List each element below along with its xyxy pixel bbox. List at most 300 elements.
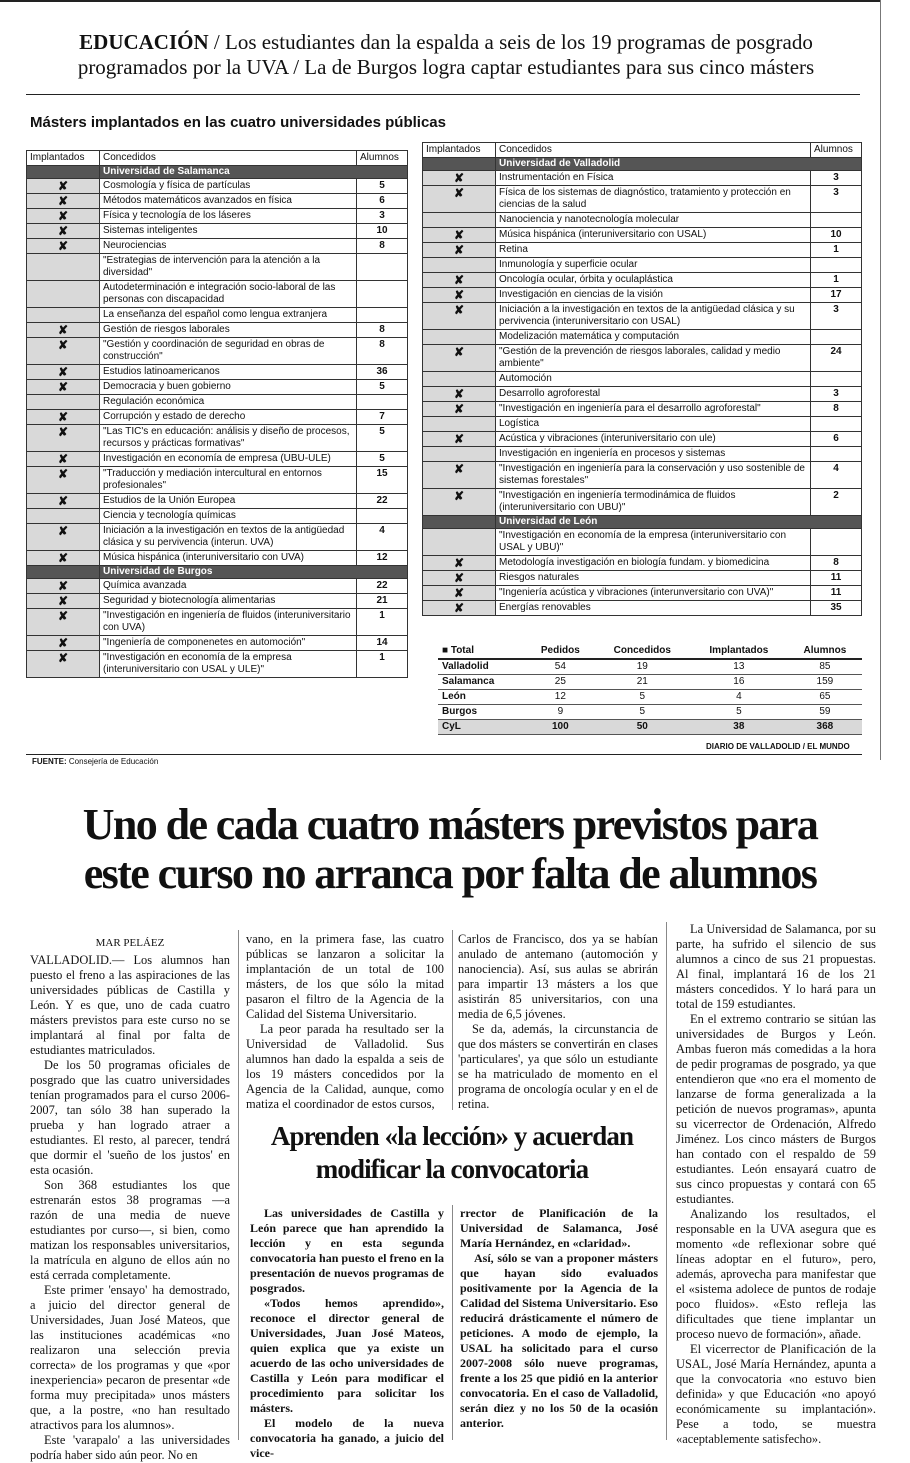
- master-name: Nanociencia y nanotecnología molecular: [496, 213, 811, 228]
- totals-title: [438, 644, 526, 659]
- implanted-mark: ✘: [27, 494, 100, 509]
- implanted-mark: ✘: [423, 556, 496, 571]
- totals-title-text: Total: [450, 645, 474, 656]
- master-row: [423, 345, 862, 372]
- implanted-mark: ✘: [27, 179, 100, 194]
- student-count: 10: [357, 224, 408, 239]
- student-count: 3: [357, 209, 408, 224]
- student-count: [811, 330, 862, 345]
- paragraph: En el extremo contrario se sitúan las universidades de Burgos y León. Ambas fueron más comedidas a la hora de pedir programas de posgrado, ya que entendieron que «no era el momento de lanzarse de forma generalizada a la petición de nuevos programas», apunta su vicerrector de Ordenación, Alfredo Jiménez. Los cinco másters de Burgos han contado con el respaldo de 59 estudiantes. León ensayará cuatro de sus cinco propuestas y contará con 65 estudiantes.: [676, 1012, 876, 1206]
- student-count: 15: [357, 467, 408, 494]
- master-name: Democracia y buen gobierno: [100, 380, 357, 395]
- master-name: Neurociencias: [100, 239, 357, 254]
- master-name: "Gestión y coordinación de seguridad en obras de construcción": [100, 338, 357, 365]
- master-name: Música hispánica (interuniversitario con USAL): [496, 228, 811, 243]
- master-row: [27, 323, 408, 338]
- student-count: [811, 447, 862, 462]
- master-name: Modelización matemática y computación: [496, 330, 811, 345]
- section-spacer: [423, 516, 496, 529]
- master-name: Química avanzada: [100, 579, 357, 594]
- master-row: [423, 417, 862, 432]
- student-count: 10: [811, 228, 862, 243]
- master-row: [423, 330, 862, 345]
- master-row: [423, 288, 862, 303]
- master-name: Regulación económica: [100, 395, 357, 410]
- master-row: [423, 462, 862, 489]
- totals-value: 368: [788, 720, 862, 735]
- implanted-mark: ✘: [423, 601, 496, 616]
- sidebar-headline-line-2: modificar la convocatoria: [315, 1154, 589, 1184]
- master-row: [423, 186, 862, 213]
- totals-row-label: León: [438, 690, 526, 705]
- totals-row-label: Valladolid: [438, 659, 526, 675]
- student-count: 8: [811, 556, 862, 571]
- paragraph: Se da, además, la circunstancia de que dos másters se convertirán en clases 'particulares', ya que sólo un estudiante se ha matriculado de momento en el programa de oncología ocular y en el de retina.: [458, 1022, 658, 1111]
- student-count: 8: [357, 239, 408, 254]
- paragraph: VALLADOLID.— Los alumnos han puesto el freno a las aspiraciones de las universidades públicas de Castilla y León. Y es que, uno de cada cuatro másters previstos para este curso no se implantará al final por falta de estudiantes matriculados.: [30, 953, 230, 1057]
- master-name: "Investigación en economía de la empresa (interuniversitario con USAL y ULE)": [100, 651, 357, 678]
- master-row: [423, 372, 862, 387]
- student-count: 3: [811, 186, 862, 213]
- paragraph: Así, sólo se van a proponer másters que hayan sido evaluados positivamente por la Agencia de la Calidad del Sistema Universitario. Eso reducirá drásticamente el número de peticiones. A modo de ejemplo, la USAL ha solicitado para el curso 2007-2008 sólo nueve programas, frente a los 25 que pidió en la anterior convocatoria. En el caso de Valladolid, serán diez y no los 50 de la ocasión anterior.: [460, 1251, 658, 1430]
- implanted-mark: ✘: [27, 338, 100, 365]
- implanted-mark: [423, 372, 496, 387]
- implanted-mark: ✘: [423, 432, 496, 447]
- granted-header: Concedidos: [496, 143, 811, 158]
- master-row: [27, 494, 408, 509]
- byline: MAR PELÁEZ: [95, 937, 165, 949]
- implanted-mark: ✘: [27, 224, 100, 239]
- implanted-mark: ✘: [423, 571, 496, 586]
- implanted-mark: ✘: [423, 186, 496, 213]
- student-count: 1: [811, 273, 862, 288]
- totals-row: [438, 690, 862, 705]
- master-row: [423, 387, 862, 402]
- implanted-mark: ✘: [423, 228, 496, 243]
- student-count: 5: [357, 452, 408, 467]
- sidebar-headline-line-1: Aprenden «la lección» y acuerdan: [270, 1121, 634, 1151]
- totals-row-label: Burgos: [438, 705, 526, 720]
- master-name: Investigación en economía de empresa (UBU-ULE): [100, 452, 357, 467]
- totals-value: 50: [595, 720, 690, 735]
- student-count: 8: [811, 402, 862, 417]
- master-name: Métodos matemáticos avanzados en física: [100, 194, 357, 209]
- deck-line-1: [26, 30, 866, 55]
- master-name: "Estrategias de intervención para la atención a la diversidad": [100, 254, 357, 281]
- master-row: [27, 395, 408, 410]
- master-name: Desarrollo agroforestal: [496, 387, 811, 402]
- sidebar-column-left: [250, 1206, 444, 1461]
- totals-row-label: CyL: [438, 720, 526, 735]
- totals-value: 16: [690, 675, 788, 690]
- student-count: 6: [357, 194, 408, 209]
- university-name: Universidad de Salamanca: [100, 166, 408, 179]
- implanted-mark: ✘: [423, 462, 496, 489]
- student-count: 3: [811, 303, 862, 330]
- student-count: [811, 258, 862, 273]
- paragraph: De los 50 programas oficiales de posgrado que las cuatro universidades tenían programados para el curso 2006-2007, tan sólo 38 han superado la prueba y han logrado atraer a estudiantes. El resto, al parecer, tendrá que dormir el 'sueño de los justos' en esta ocasión.: [30, 1058, 230, 1177]
- implanted-mark: ✘: [423, 243, 496, 258]
- totals-value: 25: [526, 675, 595, 690]
- header-row: [27, 151, 408, 166]
- student-count: 8: [357, 338, 408, 365]
- university-name: Universidad de León: [496, 516, 862, 529]
- deck-section: EDUCACIÓN: [79, 30, 209, 54]
- totals-value: 5: [690, 705, 788, 720]
- university-section-row: [27, 166, 408, 179]
- implanted-mark: ✘: [27, 380, 100, 395]
- master-name: Acústica y vibraciones (interuniversitario con ule): [496, 432, 811, 447]
- master-name: Instrumentación en Física: [496, 171, 811, 186]
- totals-value: 13: [690, 659, 788, 675]
- totals-row: [438, 720, 862, 735]
- headline: [30, 800, 870, 898]
- university-section-row: [423, 158, 862, 171]
- implanted-mark: ✘: [27, 365, 100, 380]
- paragraph: rrector de Planificación de la Universidad de Salamanca, José María Hernández, en «claridad».: [460, 1206, 658, 1250]
- implanted-mark: ✘: [423, 273, 496, 288]
- implanted-mark: [423, 213, 496, 228]
- implanted-mark: ✘: [27, 636, 100, 651]
- master-row: [423, 529, 862, 556]
- master-name: Retina: [496, 243, 811, 258]
- student-count: 24: [811, 345, 862, 372]
- totals-row: [438, 675, 862, 690]
- implanted-mark: [27, 395, 100, 410]
- master-name: Estudios latinoamericanos: [100, 365, 357, 380]
- students-header: Alumnos: [357, 151, 408, 166]
- student-count: 22: [357, 494, 408, 509]
- totals-row-label: Salamanca: [438, 675, 526, 690]
- student-count: 8: [357, 323, 408, 338]
- master-name: Corrupción y estado de derecho: [100, 410, 357, 425]
- master-name: Iniciación a la investigación en textos de la antigüedad clásica y su pervivencia (interuniversitario con USAL): [496, 303, 811, 330]
- master-name: "Investigación en ingeniería termodinámica de fluidos (interuniversitario con UBU)": [496, 489, 811, 516]
- implanted-mark: [423, 330, 496, 345]
- student-count: [811, 529, 862, 556]
- student-count: 5: [357, 179, 408, 194]
- student-count: 1: [811, 243, 862, 258]
- implanted-mark: ✘: [27, 425, 100, 452]
- column-divider-3: [666, 922, 667, 1440]
- master-row: [423, 228, 862, 243]
- master-row: [27, 338, 408, 365]
- totals-column-header: Concedidos: [595, 644, 690, 659]
- student-count: [357, 395, 408, 410]
- master-name: "Investigación en ingeniería para la conservación y uso sostenible de sistemas forestales": [496, 462, 811, 489]
- master-row: [27, 224, 408, 239]
- totals-column-header: Implantados: [690, 644, 788, 659]
- master-name: Física de los sistemas de diagnóstico, tratamiento y protección en ciencias de la salud: [496, 186, 811, 213]
- master-row: [27, 425, 408, 452]
- student-count: 5: [357, 380, 408, 395]
- student-count: 4: [357, 524, 408, 551]
- totals-column-header: Pedidos: [526, 644, 595, 659]
- master-name: "Investigación en economía de la empresa (interuniversitario con USAL y UBU)": [496, 529, 811, 556]
- totals-header-row: [438, 644, 862, 659]
- master-row: [27, 254, 408, 281]
- student-count: [357, 509, 408, 524]
- student-count: 4: [811, 462, 862, 489]
- master-name: La enseñanza del español como lengua extranjera: [100, 308, 357, 323]
- master-row: [27, 452, 408, 467]
- table-bottom-rule: [26, 754, 862, 755]
- section-spacer: [27, 166, 100, 179]
- student-count: 35: [811, 601, 862, 616]
- master-name: Autodeterminación e integración socio-laboral de las personas con discapacidad: [100, 281, 357, 308]
- master-name: Música hispánica (interuniversitario con UVA): [100, 551, 357, 566]
- paragraph: Este primer 'ensayo' ha demostrado, a juicio del director general de Universidades, Juan José Mateos, que las instituciones académicas «no realizaron una selección previa correcta» de los programas y que «por inexperiencia» pecaron de presentar «de forma muy precipitada» unos másters que, a la postre, «no han resultado atractivos para los alumnos».: [30, 1283, 230, 1432]
- student-count: 21: [357, 594, 408, 609]
- master-row: [27, 281, 408, 308]
- deck-line-2: programados por la UVA / La de Burgos logra captar estudiantes para sus cinco másters: [77, 55, 815, 79]
- master-name: "Investigación en ingeniería de fluidos (interuniversitario con UVA): [100, 609, 357, 636]
- master-name: Sistemas inteligentes: [100, 224, 357, 239]
- master-row: [27, 551, 408, 566]
- sidebar-column-right: [460, 1206, 658, 1431]
- paragraph: Las universidades de Castilla y León parece que han aprendido la lección y en esta segunda convocatoria han puesto el freno en la presentación de nuevos programas de posgrados.: [250, 1206, 444, 1295]
- student-count: 1: [357, 651, 408, 678]
- student-count: [811, 372, 862, 387]
- paragraph: Carlos de Francisco, dos ya se habían anulado de antemano (automoción y nanociencia). Así, sus aulas se abrirán para impartir 13 másters a los que asistirán 85 universitarios, con una media de 6,5 jóvenes.: [458, 932, 658, 1021]
- column-divider-1: [238, 930, 239, 1440]
- implanted-mark: ✘: [27, 467, 100, 494]
- student-count: [357, 308, 408, 323]
- master-name: Inmunología y superficie ocular: [496, 258, 811, 273]
- implanted-mark: [423, 447, 496, 462]
- implanted-mark: ✘: [27, 323, 100, 338]
- master-row: [423, 601, 862, 616]
- left-masters-table: [26, 150, 408, 678]
- implanted-mark: ✘: [27, 410, 100, 425]
- student-count: 7: [357, 410, 408, 425]
- implanted-mark: ✘: [27, 551, 100, 566]
- master-row: [27, 579, 408, 594]
- header-row: [423, 143, 862, 158]
- university-section-row: [423, 516, 862, 529]
- article-column-4: [676, 922, 876, 1447]
- implanted-mark: ✘: [423, 402, 496, 417]
- implanted-mark: ✘: [27, 579, 100, 594]
- implanted-mark: ✘: [423, 586, 496, 601]
- student-count: 1: [357, 609, 408, 636]
- master-row: [27, 239, 408, 254]
- master-row: [423, 273, 862, 288]
- master-name: Ciencia y tecnología químicas: [100, 509, 357, 524]
- headline-line-2: este curso no arranca por falta de alumnos: [83, 849, 817, 898]
- master-row: [423, 303, 862, 330]
- totals-value: 12: [526, 690, 595, 705]
- implanted-mark: ✘: [27, 651, 100, 678]
- totals-value: 38: [690, 720, 788, 735]
- headline-line-1: Uno de cada cuatro másters previstos para: [82, 800, 818, 849]
- master-name: Física y tecnología de los láseres: [100, 209, 357, 224]
- student-count: [357, 281, 408, 308]
- implanted-mark: ✘: [423, 171, 496, 186]
- student-count: 6: [811, 432, 862, 447]
- master-row: [423, 402, 862, 417]
- table-title: Másters implantados en las cuatro universidades públicas: [30, 114, 446, 131]
- paragraph: Analizando los resultados, el responsable en la UVA asegura que es momento «de reflexionar sobre qué líneas adoptar en el futuro», pero, además, aprovecha para manifestar que el «sistema adolece de puntos de rodaje poco fluidos». «Esto refleja las dificultades que tiene implantar un proceso nuevo de formación», añade.: [676, 1207, 876, 1341]
- implanted-mark: ✘: [423, 387, 496, 402]
- student-count: [357, 254, 408, 281]
- master-row: [27, 365, 408, 380]
- totals-row: [438, 659, 862, 675]
- master-row: [423, 586, 862, 601]
- master-name: Energías renovables: [496, 601, 811, 616]
- paragraph: El vicerrector de Planificación de la USAL, José María Hernández, apunta a que la convocatoria «no estuvo bien definida» y que Educación «no apoyó económicamente su implantación». Pese a todo, se muestra «aceptablemente satisfecho».: [676, 1342, 876, 1446]
- master-row: [423, 556, 862, 571]
- master-name: Iniciación a la investigación en textos de la antigüedad clásica y su pervivencia (interun. UVA): [100, 524, 357, 551]
- university-name: Universidad de Burgos: [100, 566, 408, 579]
- master-row: [27, 467, 408, 494]
- master-row: [423, 243, 862, 258]
- master-row: [27, 651, 408, 678]
- totals-row: [438, 705, 862, 720]
- student-count: 2: [811, 489, 862, 516]
- totals-column-header: Alumnos: [788, 644, 862, 659]
- master-name: "Traducción y mediación intercultural en entornos profesionales": [100, 467, 357, 494]
- implanted-mark: [27, 308, 100, 323]
- implanted-mark: [423, 529, 496, 556]
- section-spacer: [423, 158, 496, 171]
- university-name: Universidad de Valladolid: [496, 158, 862, 171]
- master-row: [27, 410, 408, 425]
- implanted-mark: ✘: [27, 209, 100, 224]
- master-name: "Ingeniería de componenetes en automoción": [100, 636, 357, 651]
- student-count: 14: [357, 636, 408, 651]
- master-row: [27, 609, 408, 636]
- master-name: Gestión de riesgos laborales: [100, 323, 357, 338]
- master-row: [27, 524, 408, 551]
- master-name: Cosmología y física de partículas: [100, 179, 357, 194]
- implanted-mark: [27, 281, 100, 308]
- granted-header: Concedidos: [100, 151, 357, 166]
- totals-value: 5: [595, 690, 690, 705]
- implanted-mark: ✘: [27, 524, 100, 551]
- source-label: FUENTE:: [32, 757, 67, 766]
- master-name: Seguridad y biotecnología alimentarias: [100, 594, 357, 609]
- master-row: [27, 509, 408, 524]
- master-name: "Investigación en ingeniería para el desarrollo agroforestal": [496, 402, 811, 417]
- implanted-mark: [423, 258, 496, 273]
- deck: [26, 30, 866, 80]
- article-column-1: [30, 936, 230, 1463]
- student-count: 17: [811, 288, 862, 303]
- master-row: [27, 308, 408, 323]
- totals-value: 59: [788, 705, 862, 720]
- implanted-mark: ✘: [27, 194, 100, 209]
- source-text: Consejería de Educación: [66, 757, 159, 766]
- source-note: [32, 757, 158, 766]
- totals-table: [438, 644, 862, 735]
- implanted-mark: ✘: [27, 452, 100, 467]
- implanted-mark: ✘: [423, 345, 496, 372]
- master-name: Oncología ocular, órbita y oculaplástica: [496, 273, 811, 288]
- sidebar-divider: [452, 1205, 453, 1440]
- totals-value: 19: [595, 659, 690, 675]
- student-count: 3: [811, 171, 862, 186]
- master-row: [27, 179, 408, 194]
- student-count: 11: [811, 571, 862, 586]
- implanted-mark: ✘: [27, 594, 100, 609]
- implanted-mark: [27, 509, 100, 524]
- master-row: [27, 594, 408, 609]
- master-row: [423, 489, 862, 516]
- implanted-mark: ✘: [27, 239, 100, 254]
- master-name: "Las TIC's en educación: análisis y diseño de procesos, recursos y prácticas formativas": [100, 425, 357, 452]
- paragraph: «Todos hemos aprendido», reconoce el director general de Universidades, Juan José Mateos, quien explica que ya existe un acuerdo de las ocho universidades de Castilla y León para modificar el procedimiento para solicitar los másters.: [250, 1296, 444, 1415]
- deck-line-1-text: / Los estudiantes dan la espalda a seis de los 19 programas de posgrado: [208, 30, 813, 54]
- student-count: 11: [811, 586, 862, 601]
- totals-square-icon: ■: [442, 645, 451, 656]
- master-row: [423, 432, 862, 447]
- totals-value: 4: [690, 690, 788, 705]
- top-rule: [0, 0, 880, 2]
- totals-value: 9: [526, 705, 595, 720]
- sidebar-headline: [252, 1120, 652, 1186]
- master-name: Estudios de la Unión Europea: [100, 494, 357, 509]
- master-name: "Gestión de la prevención de riesgos laborales, calidad y medio ambiente": [496, 345, 811, 372]
- master-name: Metodología investigación en biología fundam. y biomedicina: [496, 556, 811, 571]
- implanted-header: Implantados: [27, 151, 100, 166]
- section-spacer: [27, 566, 100, 579]
- implanted-mark: [27, 254, 100, 281]
- totals-value: 65: [788, 690, 862, 705]
- master-name: Logística: [496, 417, 811, 432]
- student-count: 5: [357, 425, 408, 452]
- university-section-row: [27, 566, 408, 579]
- student-count: [811, 417, 862, 432]
- implanted-mark: ✘: [423, 489, 496, 516]
- totals-value: 85: [788, 659, 862, 675]
- paragraph: La Universidad de Salamanca, por su parte, ha sufrido el silencio de sus alumnos a cinco de sus 21 propuestas. Al final, implantará 16 de los 21 másters concedidos. Y lo hará para un total de 159 estudiantes.: [676, 922, 876, 1011]
- implanted-mark: ✘: [423, 303, 496, 330]
- implanted-header: Implantados: [423, 143, 496, 158]
- master-row: [423, 447, 862, 462]
- totals-value: 5: [595, 705, 690, 720]
- master-row: [27, 194, 408, 209]
- master-name: Riesgos naturales: [496, 571, 811, 586]
- column-divider-2: [452, 930, 453, 1110]
- master-name: Investigación en ciencias de la visión: [496, 288, 811, 303]
- master-row: [423, 171, 862, 186]
- paragraph: Este 'varapalo' a las universidades podría haber sido aún peor. No en: [30, 1433, 230, 1462]
- master-name: Automoción: [496, 372, 811, 387]
- master-row: [27, 209, 408, 224]
- credit: DIARIO DE VALLADOLID / EL MUNDO: [706, 742, 850, 751]
- student-count: [811, 213, 862, 228]
- student-count: 3: [811, 387, 862, 402]
- students-header: Alumnos: [811, 143, 862, 158]
- student-count: 22: [357, 579, 408, 594]
- right-masters-table: [422, 142, 862, 616]
- paragraph: El modelo de la nueva convocatoria ha ganado, a juicio del vice-: [250, 1416, 444, 1460]
- paragraph: vano, en la primera fase, las cuatro públicas se lanzaron a solicitar la implantación de un total de 100 másters, de los que sólo la mitad pasaron el filtro de la Agencia de la Calidad del Sistema Universitario.: [246, 932, 444, 1021]
- master-row: [423, 213, 862, 228]
- implanted-mark: [423, 417, 496, 432]
- student-count: 36: [357, 365, 408, 380]
- paragraph: La peor parada ha resultado ser la Universidad de Valladolid. Sus alumnos han dado la espalda a seis de los 19 másters concedidos por la Agencia de la Calidad, aunque, como matiza el coordinador de estos cursos,: [246, 1022, 444, 1111]
- paragraph: Son 368 estudiantes los que estrenarán estos 38 programas —a razón de una media de nueve estudiantes por curso—, si bien, como matizan los responsables universitarios, la matrícula en alguno de ellos aún no está cerrada completamente.: [30, 1178, 230, 1282]
- deck-rule: [26, 94, 860, 95]
- master-row: [423, 571, 862, 586]
- right-edge-rule: [880, 0, 881, 760]
- article-column-3: [458, 932, 658, 1112]
- implanted-mark: ✘: [423, 288, 496, 303]
- student-count: 12: [357, 551, 408, 566]
- totals-value: 159: [788, 675, 862, 690]
